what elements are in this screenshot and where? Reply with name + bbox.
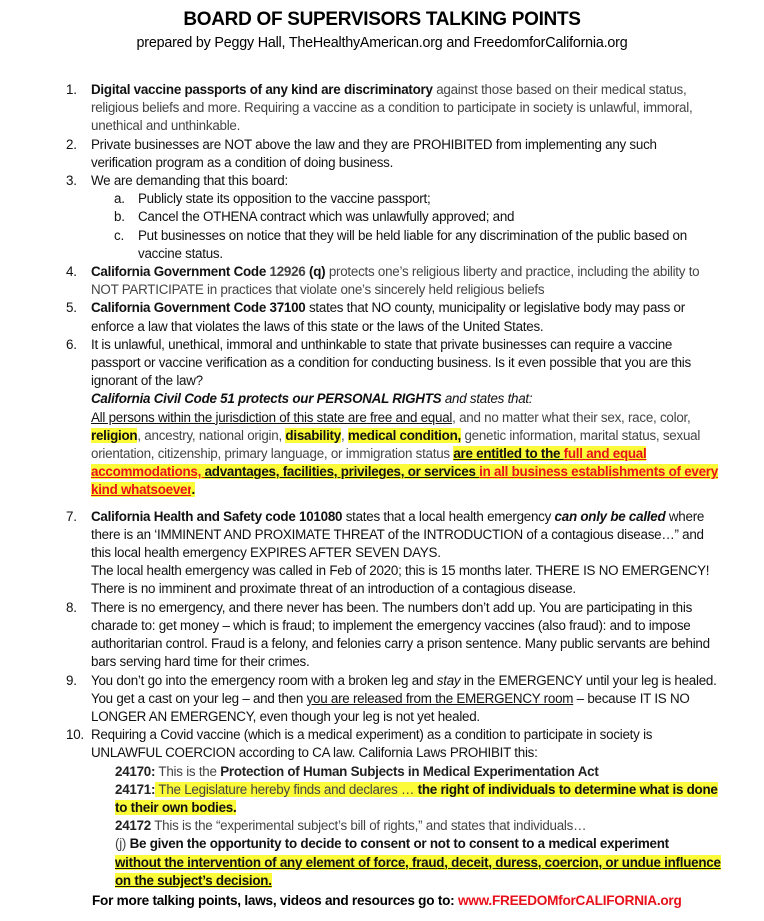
item-text: against those based on their medical status, religious beliefs and more. Requiring a vaccine as a condition to participate in society is unlawful, immoral, unethical and unthinkable.	[91, 82, 693, 134]
law-name: California Health and Safety code 101080	[91, 508, 343, 524]
law-24172-j	[91, 835, 721, 890]
item-emphasis: Digital vaccine passports of any kind are discriminatory	[91, 82, 433, 97]
talking-point-4	[66, 263, 721, 299]
footer-text: For more talking points, laws, videos and resources go to:	[92, 893, 458, 908]
law-24171	[91, 781, 721, 817]
item-number: 8.	[66, 599, 77, 615]
quote-text: ,	[340, 427, 348, 443]
document-subtitle: prepared by Peggy Hall, TheHealthyAmerican.org and FreedomforCalifornia.org	[136, 35, 628, 51]
highlight-advantages: advantages, facilities, privileges, or services	[204, 464, 480, 480]
talking-point-7	[66, 508, 721, 599]
footer-website-link[interactable]: www.FREEDOMforCALIFORNIA.org	[457, 893, 682, 908]
quote-text: , ancestry, national origin,	[137, 427, 286, 443]
subsection-label: (j)	[115, 836, 130, 852]
talking-point-1	[66, 81, 721, 136]
item-text: You don’t go into the emergency room with a broken leg and	[91, 672, 437, 688]
item-underlined: you are released from the EMERGENCY room	[306, 690, 574, 706]
sub-text: Put businesses on notice that they will be held liable for any discrimination of the public based on vaccine status.	[138, 227, 687, 261]
law-24170	[91, 763, 721, 781]
highlight-disability: disability	[285, 427, 341, 443]
quote-free-and-equal: All persons within the jurisdiction of this state are free and equal	[91, 409, 453, 425]
item-emphasis: stay	[436, 672, 461, 688]
item-number: 3.	[66, 173, 77, 189]
item-number: 9.	[66, 672, 77, 688]
item-number: 5.	[66, 300, 77, 316]
item-number: 7.	[66, 508, 77, 524]
item-text: protects one’s religious liberty and practice, including the ability to NOT PARTICIPATE in practices that violate one’s sincerely held religious beliefs	[91, 264, 700, 298]
item-number: 10.	[66, 727, 84, 743]
talking-point-8	[66, 599, 721, 672]
highlight-entitled: are entitled to the	[453, 446, 564, 462]
law-name: California Government Code 37100	[91, 300, 306, 316]
law-24172	[91, 817, 721, 835]
footer	[92, 893, 682, 908]
item-text: where there is an ‘IMMINENT AND PROXIMATE THREAT of the INTRODUCTION of a contagious disease…” and this local health emergency EXPIRES AFTER SEVEN DAYS.	[91, 508, 705, 561]
law-name: California Government Code	[91, 264, 267, 280]
highlight-all-business: in all business establishments of every kind whatsoever	[91, 464, 718, 498]
demand-c	[66, 227, 721, 263]
demand-b	[66, 208, 721, 226]
sub-text: Cancel the OTHENA contract which was unlawfully approved; and	[138, 209, 515, 225]
law-text: The Legislature hereby finds and declares …	[155, 781, 418, 797]
talking-point-2	[66, 136, 721, 172]
item-text: Requiring a Covid vaccine (which is a medical experiment) as a condition to participate in society is UNLAWFUL COERCION according to CA law. California Laws PROHIBIT this:	[91, 727, 653, 761]
demand-a	[66, 190, 721, 208]
law-subsection: (q)	[308, 264, 326, 280]
item-number: 2.	[66, 136, 77, 152]
sub-letter: a.	[114, 191, 125, 207]
item-emphasis: can only be called	[554, 508, 666, 524]
quote-text: , and no matter what their sex, race, color,	[452, 409, 691, 425]
law-code: 24171:	[115, 781, 156, 797]
civil-code-heading-rest: and states that:	[441, 391, 533, 407]
law-emphasis: the right of individuals to determine what is done to their own bodies.	[115, 781, 718, 815]
talking-point-9	[66, 672, 721, 727]
talking-point-3	[66, 172, 721, 190]
talking-points-list	[66, 81, 721, 890]
talking-point-5	[66, 299, 721, 335]
document-title: BOARD OF SUPERVISORS TALKING POINTS	[183, 9, 581, 30]
item-text: We are demanding that this board:	[91, 173, 288, 189]
civil-code-heading: California Civil Code 51 protects our PERSONAL RIGHTS	[91, 391, 442, 407]
item-text-para2: The local health emergency was called in Feb of 2020; this is 15 months later. THERE IS NO EMERGENCY! There is no imminent and proximate threat of an introduction of a contagious disease.	[91, 563, 710, 597]
law-code: 12926	[266, 264, 309, 280]
quote-end: .	[191, 482, 195, 498]
sub-letter: c.	[114, 227, 124, 243]
item-text: states that a local health emergency	[342, 508, 555, 524]
highlight-religion: religion	[91, 427, 138, 443]
sub-letter: b.	[114, 209, 125, 225]
item-number: 1.	[66, 82, 77, 97]
item-text: – because IT IS NO LONGER AN EMERGENCY, even though your leg is not yet healed.	[91, 690, 690, 724]
law-emphasis: Be given the opportunity to decide to consent or not to consent to a medical experiment	[129, 836, 669, 852]
sub-text: Publicly state its opposition to the vaccine passport;	[138, 191, 431, 207]
item-text: It is unlawful, unethical, immoral and unthinkable to state that private businesses can require a vaccine passport or vaccine verification as a condition for conducting business. Is it even possible that you are this ignorant of the law?	[91, 336, 691, 389]
highlight-full-equal: full and equal accommodations,	[91, 446, 647, 480]
law-text: This is the “experimental subject’s bill of rights,” and states that individuals…	[151, 818, 587, 834]
quote-text: genetic information, marital status, sexual orientation, citizenship, primary language, or immigration status	[91, 427, 701, 462]
item-number: 4.	[66, 264, 77, 280]
talking-point-6	[66, 336, 721, 500]
item-number: 6.	[66, 336, 77, 352]
item-text: Private businesses are NOT above the law and they are PROHIBITED from implementing any such verification program as a condition of doing business.	[91, 136, 657, 170]
item-text: in the EMERGENCY until your leg is healed. You get a cast on your leg – and then	[91, 672, 717, 706]
highlight-medical-condition: medical condition,	[347, 427, 461, 443]
law-text: This is the	[155, 763, 221, 779]
law-code: 24170:	[115, 763, 156, 779]
item-text: states that NO county, municipality or legislative body may pass or enforce a law that violates the laws of this state or the laws of the United States.	[91, 300, 685, 334]
law-code: 24172	[115, 818, 151, 834]
item-text: There is no emergency, and there never has been. The numbers don’t add up. You are participating in this charade to: get money – which is fraud; to implement the emergency vaccines (also fraud): and to impose authoritarian control. Fraud is a felony, and felonies carry a prison sentence. Many public servants are behind bars serving hard time for their crimes.	[91, 599, 710, 670]
law-title: Protection of Human Subjects in Medical Experimentation Act	[220, 763, 599, 779]
talking-point-10	[66, 726, 721, 890]
highlight-without-coercion: without the intervention of any element of force, fraud, deceit, duress, coercion, or undue influence on the subject’s decision.	[115, 854, 721, 888]
